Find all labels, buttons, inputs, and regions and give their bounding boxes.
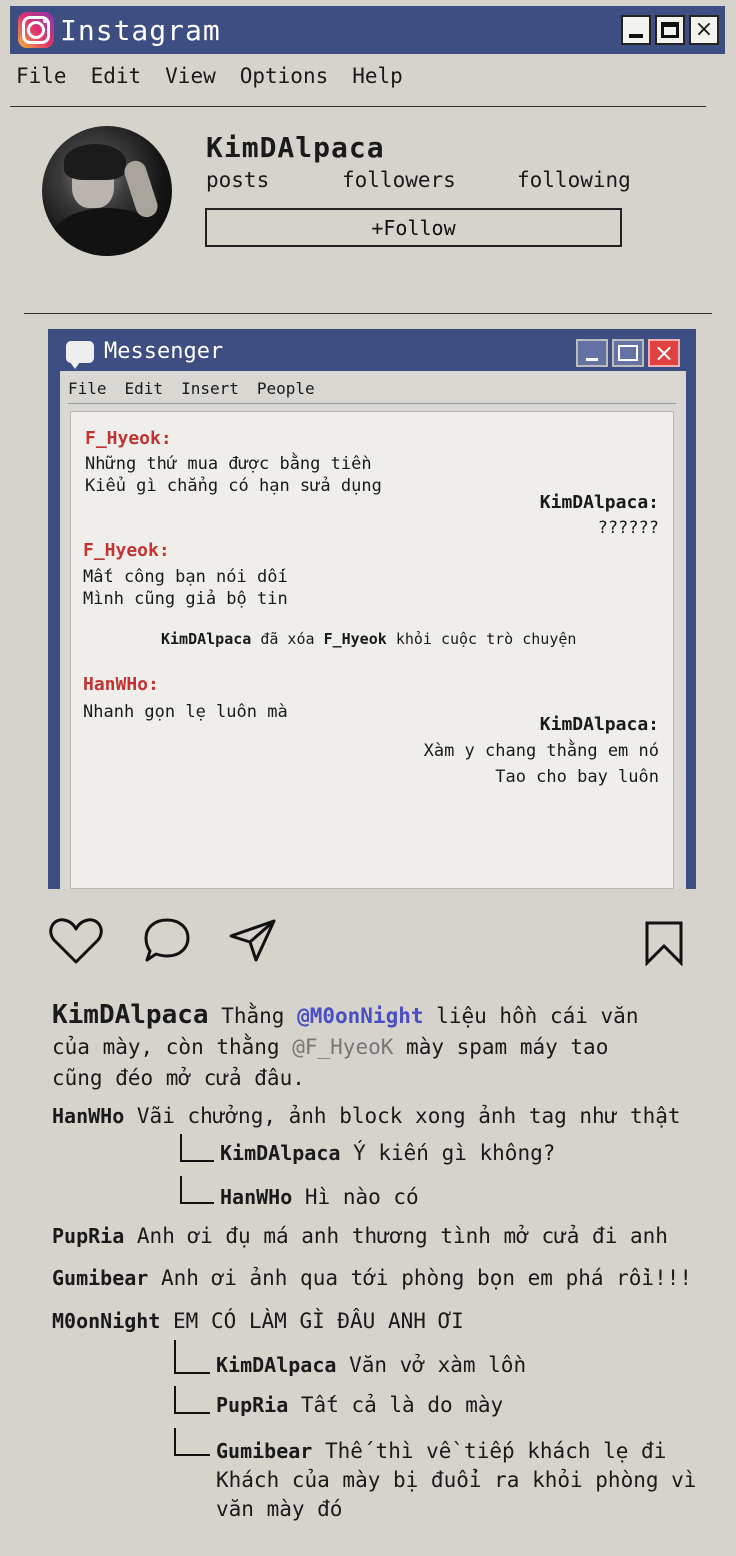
comment-text: Hì nào có <box>304 1185 419 1209</box>
reply-connector <box>174 1340 210 1374</box>
comment-text: Thế thì về tiếp khách lẹ đi <box>324 1439 667 1463</box>
system-actor: KimDAlpaca <box>161 630 252 648</box>
chat-line: ?????? <box>597 518 659 538</box>
reply-connector <box>180 1134 214 1162</box>
chat-line: Xàm y chang thằng em nó <box>423 741 659 761</box>
chat-sender: HanWHo: <box>83 674 159 695</box>
close-icon: × <box>694 17 714 42</box>
caption-text: cũng đéo mở cửa đâu. <box>52 1066 305 1090</box>
comment <box>52 1266 692 1290</box>
menu-edit[interactable]: Edit <box>90 64 142 88</box>
reply <box>216 1437 696 1524</box>
profile-username[interactable]: KimDAlpaca <box>206 131 385 164</box>
system-message <box>161 630 576 648</box>
comment-username[interactable]: M0onNight <box>52 1309 161 1333</box>
title-bar <box>10 6 725 54</box>
follow-button[interactable]: +Follow <box>205 208 622 247</box>
comment-username[interactable]: Gumibear <box>52 1266 149 1290</box>
comment-username[interactable]: PupRia <box>216 1393 289 1417</box>
reply-connector <box>180 1176 214 1204</box>
comment-username[interactable]: Gumibear <box>216 1439 313 1463</box>
comment-text: Tất cả là do mày <box>300 1393 504 1417</box>
caption-username[interactable]: KimDAlpaca <box>52 1000 209 1030</box>
chat-line: Tao cho bay luôn <box>495 767 659 787</box>
chat-line: Những thứ mua được bằng tiền <box>85 454 372 474</box>
reply-connector <box>174 1386 210 1414</box>
maximize-button[interactable] <box>655 15 685 45</box>
chat-sender: F_Hyeok: <box>83 540 170 561</box>
messenger-minimize-icon <box>576 339 608 367</box>
messenger-menu <box>68 379 315 398</box>
messenger-title-bar <box>66 339 223 364</box>
menu-bar <box>16 64 403 88</box>
app-title: Instagram <box>60 13 221 47</box>
comment-text: Ý kiến gì không? <box>353 1141 556 1165</box>
comment-username[interactable]: PupRia <box>52 1224 125 1248</box>
caption-text: Thằng <box>221 1004 285 1028</box>
mention-link[interactable]: @M0onNight <box>297 1004 424 1028</box>
stat-followers[interactable]: followers <box>342 168 456 192</box>
menu-help[interactable]: Help <box>352 64 403 88</box>
comment-text: văn mày đó <box>216 1497 343 1521</box>
comment-text: Khách của mày bị đuổi ra khỏi phòng vì <box>216 1468 697 1492</box>
reply <box>220 1141 555 1165</box>
reply <box>216 1393 503 1417</box>
comment-username[interactable]: HanWHo <box>220 1185 293 1209</box>
messenger-close-icon: × <box>648 339 680 367</box>
avatar[interactable] <box>42 126 172 256</box>
comment-text: EM CÓ LÀM GÌ ĐÂU ANH ƠI <box>173 1309 464 1333</box>
messenger-menu-insert: Insert <box>181 379 239 398</box>
minimize-icon <box>629 34 643 38</box>
messenger-menu-edit: Edit <box>124 379 164 398</box>
comment-text: Văn vở xàm lồn <box>349 1353 527 1377</box>
divider <box>10 106 706 107</box>
bookmark-icon[interactable] <box>644 920 684 966</box>
reply <box>220 1185 419 1209</box>
caption-text: liệu hồn cái văn <box>436 1004 639 1028</box>
menu-options[interactable]: Options <box>239 64 329 88</box>
messenger-menu-file: File <box>68 379 107 398</box>
close-button[interactable] <box>689 15 719 45</box>
system-text: đã xóa <box>260 630 315 648</box>
comment <box>52 1104 681 1128</box>
comment-text: Vãi chưởng, ảnh block xong ảnh tag như thật <box>136 1104 681 1128</box>
mention-link[interactable]: @F_HyeoK <box>292 1035 394 1059</box>
chat-area <box>70 411 674 889</box>
instagram-icon <box>18 12 54 48</box>
send-icon[interactable] <box>228 918 278 964</box>
stat-posts[interactable]: posts <box>206 168 270 192</box>
comment <box>52 1224 668 1248</box>
chat-sender: F_Hyeok: <box>85 428 172 449</box>
divider <box>24 313 712 314</box>
chat-line: Kiểu gì chẳng có hạn sửa dụng <box>85 476 382 496</box>
post-image-messenger-window <box>48 329 696 889</box>
post-caption <box>52 1000 702 1094</box>
divider <box>68 403 676 404</box>
caption-text: mày spam máy tao <box>406 1035 609 1059</box>
chat-line: Mất công bạn nói dối <box>83 567 288 587</box>
system-text: khỏi cuộc trò chuyện <box>395 630 577 648</box>
comment-text: Anh ơi ảnh qua tới phòng bọn em phá rồi!!! <box>160 1266 692 1290</box>
comment <box>52 1309 464 1333</box>
messenger-maximize-icon <box>612 339 644 367</box>
heart-icon[interactable] <box>48 916 104 966</box>
menu-view[interactable]: View <box>165 64 216 88</box>
reply <box>216 1353 526 1377</box>
chat-sender: KimDAlpaca: <box>539 492 659 513</box>
caption-text: của mày, còn thằng <box>52 1035 280 1059</box>
maximize-icon <box>661 22 679 38</box>
messenger-client <box>60 371 686 889</box>
chat-bubble-icon <box>66 341 94 363</box>
reply-connector <box>174 1428 210 1456</box>
messenger-title: Messenger <box>104 339 224 364</box>
comment-username[interactable]: KimDAlpaca <box>216 1353 337 1377</box>
messenger-menu-people: People <box>256 379 315 398</box>
comment-username[interactable]: HanWHo <box>52 1104 125 1128</box>
system-target: F_Hyeok <box>323 630 387 648</box>
comment-text: Anh ơi đụ má anh thương tình mở cửa đi anh <box>136 1224 668 1248</box>
stat-following[interactable]: following <box>517 168 631 192</box>
comment-icon[interactable] <box>142 916 192 964</box>
chat-sender: KimDAlpaca: <box>539 714 659 735</box>
minimize-button[interactable] <box>621 15 651 45</box>
comment-username[interactable]: KimDAlpaca <box>220 1141 341 1165</box>
chat-line: Mình cũng giả bộ tin <box>83 589 288 609</box>
chat-line: Nhanh gọn lẹ luôn mà <box>83 702 288 722</box>
menu-file[interactable]: File <box>16 64 67 88</box>
